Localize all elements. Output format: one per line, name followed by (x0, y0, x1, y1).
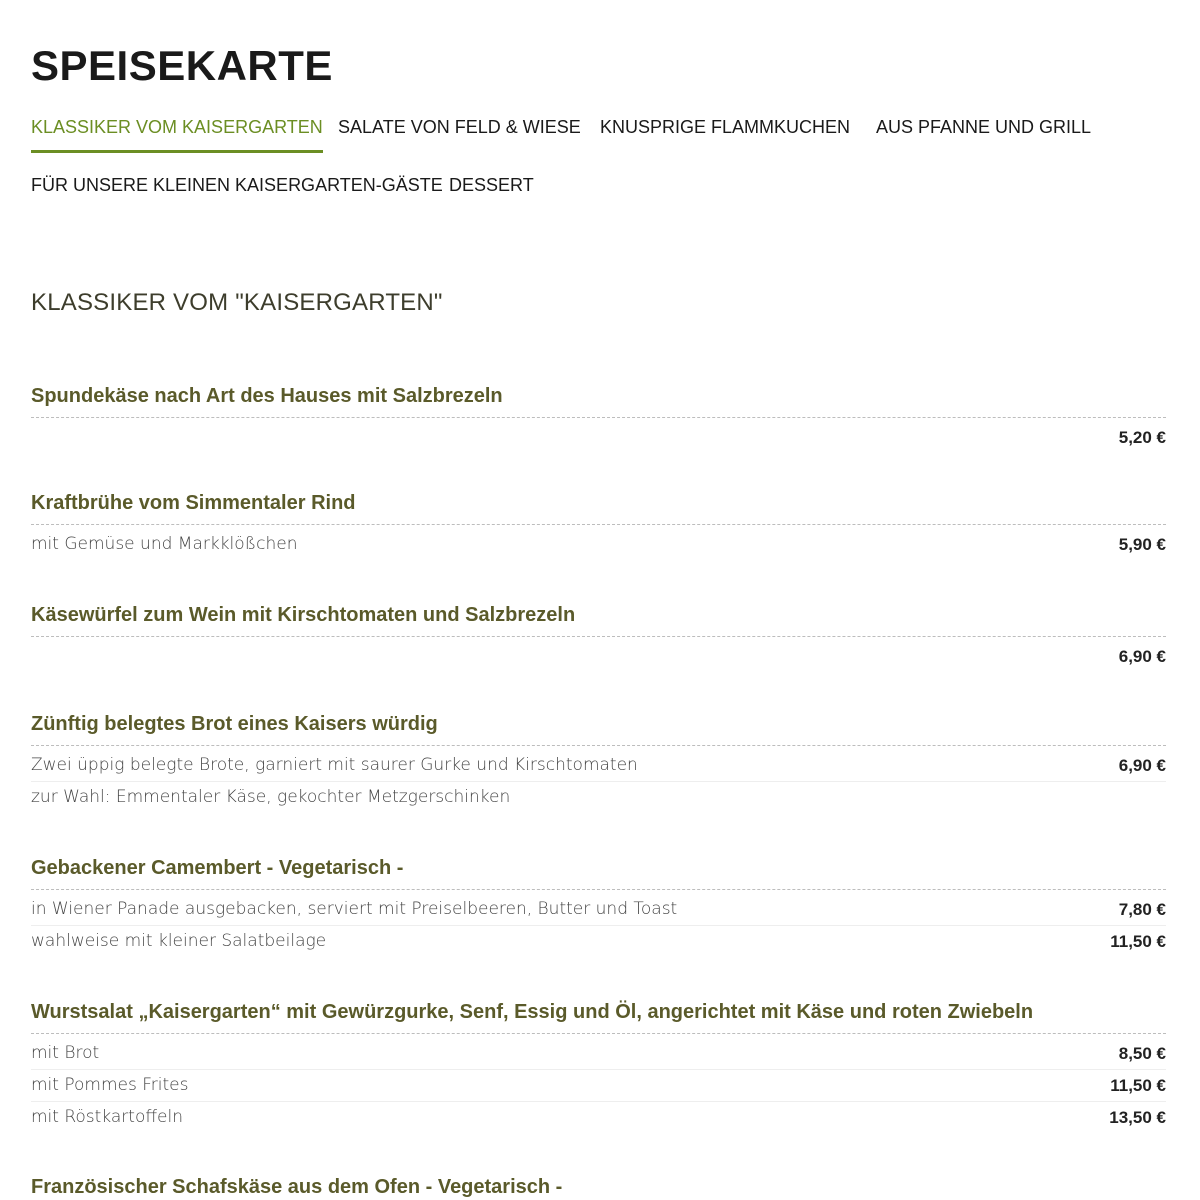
menu-item-row (31, 782, 1166, 813)
menu-item-description: mit Gemüse und Markklößchen (31, 534, 298, 554)
tab-pfanne-grill[interactable]: AUS PFANNE UND GRILL (876, 117, 1092, 137)
menu-item (31, 381, 1166, 453)
menu-item-price: 13,50 € (1109, 1108, 1166, 1127)
menu-item-rows (31, 641, 1166, 672)
menu-item-rows (31, 750, 1166, 813)
menu-item-description: zur Wahl: Emmentaler Käse, gekochter Metzgerschinken (31, 787, 511, 807)
menu-item-title: Französischer Schafskäse aus dem Ofen - Vegetarisch - (31, 1176, 563, 1198)
tab-dessert[interactable]: DESSERT (449, 175, 534, 195)
tab-flammkuchen[interactable]: KNUSPRIGE FLAMMKUCHEN (600, 117, 851, 137)
menu-item-title: Kraftbrühe vom Simmentaler Rind (31, 488, 1166, 525)
tab-klassiker[interactable]: KLASSIKER VOM KAISERGARTEN (31, 110, 323, 153)
menu-item-price: 5,90 € (1118, 535, 1166, 554)
menu-item-price: 5,20 € (1118, 428, 1166, 447)
menu-item-price: 11,50 € (1110, 932, 1166, 951)
menu-item-row (31, 1102, 1166, 1133)
menu-item-price: 11,50 € (1110, 1076, 1166, 1095)
menu-item-price: 6,90 € (1118, 647, 1166, 666)
menu-item (31, 709, 1166, 813)
menu-item-rows (31, 529, 1166, 560)
menu-item-description: in Wiener Panade ausgebacken, serviert mit Preiselbeeren, Butter und Toast (31, 899, 678, 919)
menu-item-title: Gebackener Camembert - Vegetarisch - (31, 853, 1166, 890)
menu-item-row (31, 926, 1166, 957)
menu-item (31, 997, 1166, 1133)
menu-item (31, 488, 1166, 560)
menu-item-description: wahlweise mit kleiner Salatbeilage (31, 931, 327, 951)
menu-item-rows (31, 894, 1166, 957)
menu-item-row (31, 894, 1166, 926)
menu-item-price: 7,80 € (1118, 900, 1166, 919)
menu-item-description: mit Pommes Frites (31, 1075, 189, 1095)
menu-item-rows (31, 1038, 1166, 1133)
menu-item-row (31, 529, 1166, 560)
menu-item-row (31, 750, 1166, 782)
menu-item-title: Zünftig belegtes Brot eines Kaisers würdig (31, 709, 1166, 746)
menu-item-price: 6,90 € (1118, 756, 1166, 775)
tab-kinder[interactable]: FÜR UNSERE KLEINEN KAISERGARTEN-GÄSTE (31, 175, 443, 195)
menu-item-row (31, 1070, 1166, 1102)
menu-item-row (31, 422, 1166, 453)
menu-item-description: Zwei üppig belegte Brote, garniert mit saurer Gurke und Kirschtomaten (31, 755, 638, 775)
menu-item-price: 8,50 € (1118, 1044, 1166, 1063)
menu-item-row (31, 1038, 1166, 1070)
menu-item-title: Käsewürfel zum Wein mit Kirschtomaten und Salzbrezeln (31, 600, 1166, 637)
menu-item (31, 853, 1166, 957)
section-title: KLASSIKER VOM "KAISERGARTEN" (31, 289, 443, 316)
menu-item-rows (31, 422, 1166, 453)
menu-item (31, 1172, 1166, 1200)
menu-item-title: Spundekäse nach Art des Hauses mit Salzbrezeln (31, 381, 1166, 418)
menu-item (31, 600, 1166, 672)
menu-item-description: mit Brot (31, 1043, 100, 1063)
tab-salate[interactable]: SALATE VON FELD & WIESE (338, 117, 581, 137)
page-title: SPEISEKARTE (31, 42, 333, 89)
menu-item-description: mit Röstkartoffeln (31, 1107, 184, 1127)
menu-item-title: Wurstsalat „Kaisergarten“ mit Gewürzgurke, Senf, Essig und Öl, angerichtet mit Käse und roten Zwiebeln (31, 997, 1166, 1034)
menu-item-row (31, 641, 1166, 672)
